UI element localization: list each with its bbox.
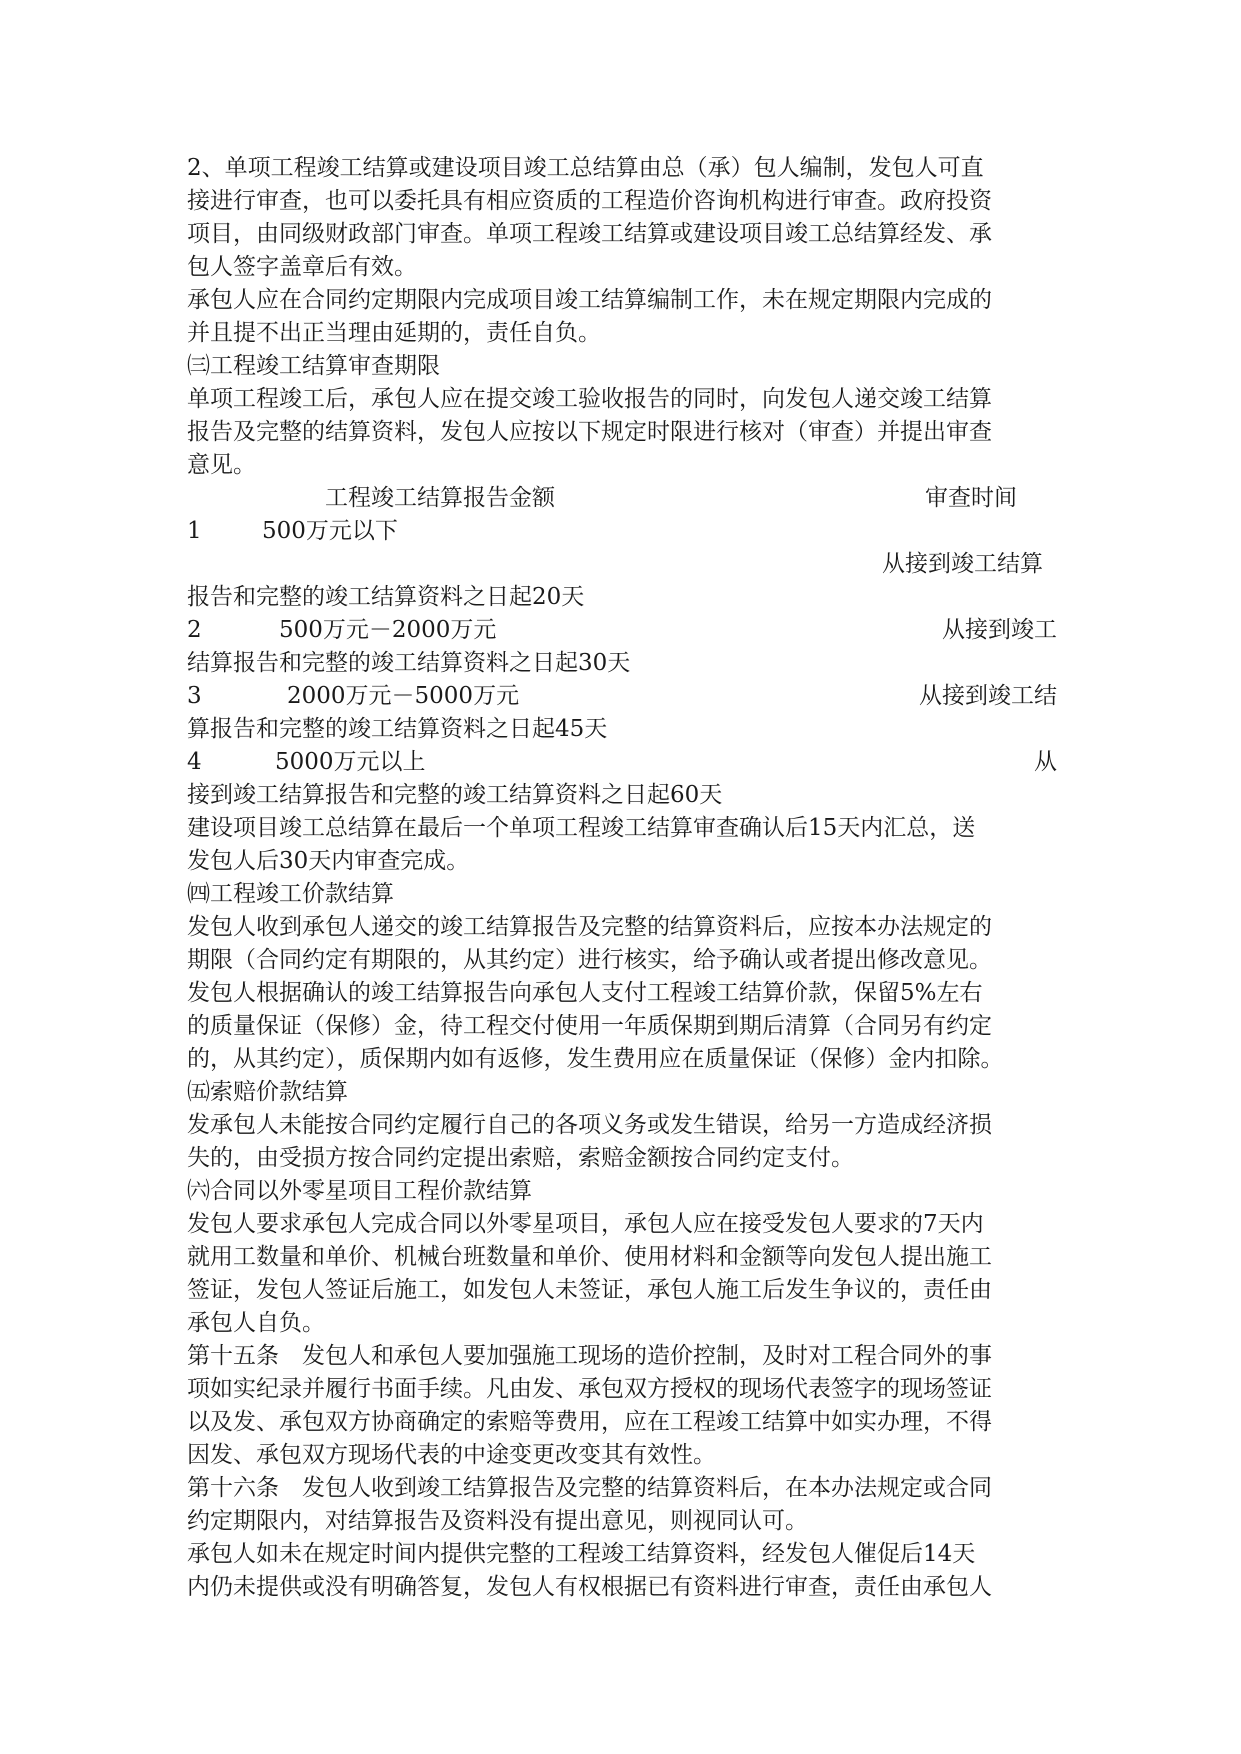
row-amount: 500万元以下 (262, 518, 398, 544)
paragraph-6 (187, 1109, 1057, 1175)
row-amount: 2000万元－5000万元 (287, 683, 520, 709)
text-line: 意见。 (187, 452, 256, 478)
row-number: 3 (187, 683, 202, 709)
table-row (187, 515, 1057, 548)
row-time-rest: 接到竣工结算报告和完整的竣工结算资料之日起60天 (187, 782, 723, 808)
article-15 (187, 1340, 1057, 1472)
row-time-rest: 结算报告和完整的竣工结算资料之日起30天 (187, 650, 631, 676)
row-time-start: 从接到竣工结 (919, 683, 1057, 709)
table-header-amount: 工程竣工结算报告金额 (325, 485, 555, 511)
row-number: 2 (187, 617, 202, 643)
row-time-rest: 算报告和完整的竣工结算资料之日起45天 (187, 716, 608, 742)
table-row (187, 614, 1057, 647)
text-line: 以及发、承包双方协商确定的索赔等费用，应在工程竣工结算中如实办理，不得 (187, 1409, 992, 1435)
text-line: 项如实纪录并履行书面手续。凡由发、承包双方授权的现场代表签字的现场签证 (187, 1376, 992, 1402)
text-line: 就用工数量和单价、机械台班数量和单价、使用材料和金额等向发包人提出施工 (187, 1244, 992, 1270)
article-16 (187, 1472, 1057, 1538)
text-line: 签证，发包人签证后施工，如发包人未签证，承包人施工后发生争议的，责任由 (187, 1277, 992, 1303)
row-number: 1 (187, 518, 202, 544)
text-line: 的，从其约定），质保期内如有返修，发生费用应在质量保证（保修）金内扣除。 (187, 1046, 1004, 1072)
text-line: 发包人收到承包人递交的竣工结算报告及完整的结算资料后，应按本办法规定的 (187, 914, 992, 940)
text-line: 因发、承包双方现场代表的中途变更改变其有效性。 (187, 1442, 716, 1468)
row-number: 4 (187, 749, 202, 775)
text-line: 发包人后30天内审查完成。 (187, 848, 470, 874)
paragraph-10 (187, 1538, 1057, 1604)
text-line: 单项工程竣工后，承包人应在提交竣工验收报告的同时，向发包人递交竣工结算 (187, 386, 992, 412)
table-header-row (187, 482, 1057, 515)
text-line: 发包人根据确认的竣工结算报告向承包人支付工程竣工结算价款，保留5%左右 (187, 980, 983, 1006)
table-row-time (187, 548, 1057, 581)
row-time-start: 从 (1034, 749, 1057, 775)
paragraph-1 (187, 152, 1057, 284)
row-time-rest: 报告和完整的竣工结算资料之日起20天 (187, 584, 585, 610)
section-heading-4: ㈣工程竣工价款结算 (187, 881, 394, 907)
table-header-time: 审查时间 (925, 485, 1017, 511)
text-line: 包人签字盖章后有效。 (187, 254, 417, 280)
text-line: 发包人要求承包人完成合同以外零星项目，承包人应在接受发包人要求的7天内 (187, 1211, 984, 1237)
table-row (187, 680, 1057, 713)
paragraph-4 (187, 812, 1057, 878)
text-line: 约定期限内，对结算报告及资料没有提出意见，则视同认可。 (187, 1508, 808, 1534)
text-line: 承包人应在合同约定期限内完成项目竣工结算编制工作，未在规定期限内完成的 (187, 287, 992, 313)
document-page (187, 152, 1057, 1604)
text-line: 的质量保证（保修）金，待工程交付使用一年质保期到期后清算（合同另有约定 (187, 1013, 992, 1039)
text-line: 接进行审查，也可以委托具有相应资质的工程造价咨询机构进行审查。政府投资 (187, 188, 992, 214)
section-heading-5: ㈤索赔价款结算 (187, 1079, 348, 1105)
table-row (187, 746, 1057, 779)
paragraph-3 (187, 383, 1057, 482)
text-line: 项目，由同级财政部门审查。单项工程竣工结算或建设项目竣工总结算经发、承 (187, 221, 992, 247)
text-line: 第十五条 发包人和承包人要加强施工现场的造价控制，及时对工程合同外的事 (187, 1343, 992, 1369)
row-time-start: 从接到竣工 (942, 617, 1057, 643)
paragraph-2 (187, 284, 1057, 350)
text-line: 第十六条 发包人收到竣工结算报告及完整的结算资料后，在本办法规定或合同 (187, 1475, 992, 1501)
text-line: 发承包人未能按合同约定履行自己的各项义务或发生错误，给另一方造成经济损 (187, 1112, 992, 1138)
text-line: 建设项目竣工总结算在最后一个单项工程竣工结算审查确认后15天内汇总，送 (187, 815, 976, 841)
section-heading-3: ㈢工程竣工结算审查期限 (187, 353, 440, 379)
row-amount: 5000万元以上 (275, 749, 426, 775)
text-line: 并且提不出正当理由延期的，责任自负。 (187, 320, 601, 346)
paragraph-5 (187, 911, 1057, 1076)
text-line: 失的，由受损方按合同约定提出索赔，索赔金额按合同约定支付。 (187, 1145, 854, 1171)
section-heading-6: ㈥合同以外零星项目工程价款结算 (187, 1178, 532, 1204)
text-line: 2、单项工程竣工结算或建设项目竣工总结算由总（承）包人编制，发包人可直 (187, 155, 984, 181)
text-line: 内仍未提供或没有明确答复，发包人有权根据已有资料进行审查，责任由承包人 (187, 1574, 992, 1600)
row-time-start: 从接到竣工结算 (882, 551, 1043, 577)
paragraph-7 (187, 1208, 1057, 1340)
text-line: 承包人自负。 (187, 1310, 325, 1336)
text-line: 期限（合同约定有期限的，从其约定）进行核实，给予确认或者提出修改意见。 (187, 947, 992, 973)
row-amount: 500万元－2000万元 (279, 617, 497, 643)
text-line: 承包人如未在规定时间内提供完整的工程竣工结算资料，经发包人催促后14天 (187, 1541, 976, 1567)
text-line: 报告及完整的结算资料，发包人应按以下规定时限进行核对（审查）并提出审查 (187, 419, 992, 445)
